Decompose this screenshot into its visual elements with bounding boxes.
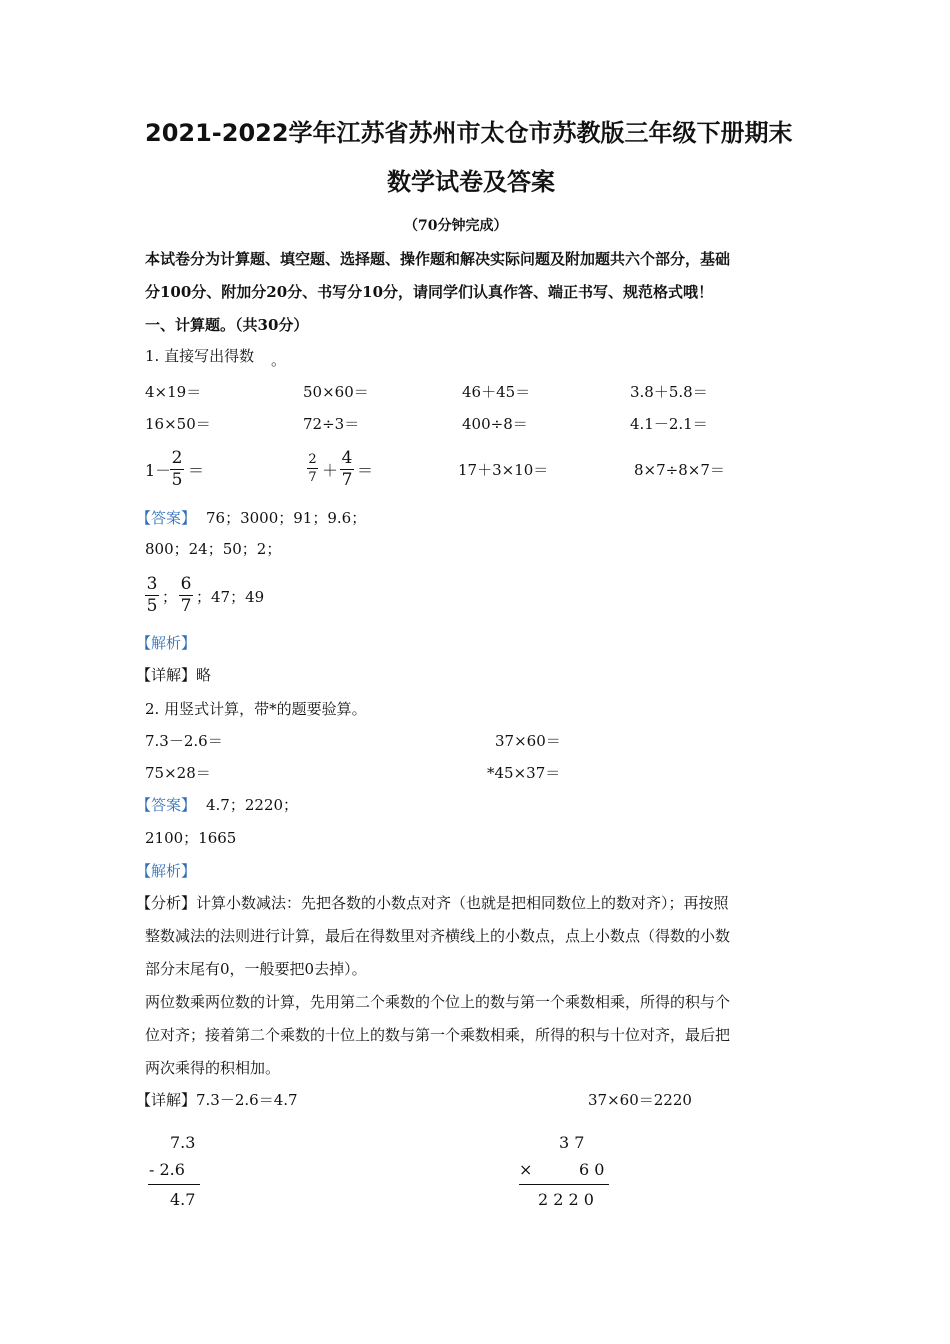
doc-title-line1: 2021-2022学年江苏省苏州市太仓市苏教版三年级下册期末 bbox=[145, 119, 793, 147]
q1-r3-c2-fraction-a bbox=[307, 453, 318, 484]
q2-answer-line2: 2100；1665 bbox=[145, 829, 237, 847]
q1-r1-c2: 50×60＝ bbox=[303, 383, 369, 401]
q2-prompt: 2. 用竖式计算，带*的题要验算。 bbox=[145, 700, 367, 718]
q2-analysis-tag: 【解析】 bbox=[136, 862, 197, 880]
q1-answer-tag: 【答案】 bbox=[136, 509, 197, 527]
q2-analysis-line5: 位对齐；接着第二个乘数的十位上的数与第一个乘数相乘，所得的积与十位对齐，最后把 bbox=[145, 1026, 731, 1044]
fraction-numerator: 2 bbox=[171, 448, 183, 468]
q2-analysis-line2: 整数减法的法则进行计算，最后在得数里对齐横线上的小数点，点上小数点（得数的小数 bbox=[145, 927, 731, 945]
fraction-denominator: 5 bbox=[171, 470, 183, 490]
fraction-bar bbox=[307, 468, 318, 469]
q2-detail-right: 37×60＝2220 bbox=[588, 1091, 692, 1109]
q2-analysis-line1: 【分析】计算小数减法：先把各数的小数点对齐（也就是把相同数位上的数对齐）；再按照 bbox=[136, 894, 729, 912]
fraction-numerator: 6 bbox=[180, 574, 192, 594]
section1-heading: 一、计算题。（共30分） bbox=[145, 316, 309, 334]
q2-r1-c1: 7.3－2.6＝ bbox=[145, 732, 223, 750]
q1-prompt-tail: 。 bbox=[271, 351, 287, 369]
vertical-mul-top: 3 7 bbox=[559, 1133, 585, 1152]
q2-r2-c1: 75×28＝ bbox=[145, 764, 211, 782]
fraction-denominator: 5 bbox=[146, 596, 158, 616]
fraction-numerator: 2 bbox=[308, 452, 317, 467]
q2-analysis-line4: 两位数乘两位数的计算，先用第二个乘数的个位上的数与第一个乘数相乘，所得的积与个 bbox=[145, 993, 731, 1011]
fraction-denominator: 7 bbox=[308, 470, 317, 485]
q2-analysis-line3: 部分末尾有0，一般要把0去掉）。 bbox=[145, 960, 367, 978]
q2-detail-left: 【详解】7.3－2.6＝4.7 bbox=[136, 1091, 298, 1109]
fraction-numerator: 4 bbox=[341, 448, 353, 468]
q1-answer-tail: ；47；49 bbox=[196, 588, 265, 606]
q1-r2-c4: 4.1－2.1＝ bbox=[630, 415, 708, 433]
q1-r1-c3: 46＋45＝ bbox=[462, 383, 531, 401]
q1-r2-c3: 400÷8＝ bbox=[462, 415, 528, 433]
q1-answer-fraction1 bbox=[145, 576, 159, 615]
intro-line2: 分100分、附加分20分、书写分10分，请同学们认真作答、端正书写、规范格式哦！ bbox=[145, 283, 714, 301]
q1-answer-line2: 800；24；50；2； bbox=[145, 540, 282, 558]
vertical-mul-line bbox=[519, 1184, 609, 1185]
q1-analysis-tag: 【解析】 bbox=[136, 634, 197, 652]
vertical-sub-line bbox=[148, 1184, 200, 1185]
intro-line1: 本试卷分为计算题、填空题、选择题、操作题和解决实际问题及附加题共六个部分，基础 bbox=[145, 250, 731, 268]
q2-analysis-line6: 两次乘得的积相加。 bbox=[145, 1059, 281, 1077]
q1-r3-c1-prefix: 1－ bbox=[145, 461, 172, 480]
vertical-sub-operand: - 2.6 bbox=[149, 1160, 185, 1179]
fraction-numerator: 3 bbox=[146, 574, 158, 594]
q1-answer-sep: ； bbox=[162, 588, 178, 606]
q1-r3-c1-fraction bbox=[170, 450, 184, 489]
vertical-sub-result: 4.7 bbox=[170, 1190, 196, 1209]
q1-r2-c2: 72÷3＝ bbox=[303, 415, 360, 433]
vertical-sub-top: 7.3 bbox=[170, 1133, 196, 1152]
q1-detail: 【详解】略 bbox=[136, 666, 212, 684]
fraction-denominator: 7 bbox=[180, 596, 192, 616]
q2-answer-tag: 【答案】 bbox=[136, 796, 197, 814]
q1-r3-c2-suffix: ＝ bbox=[357, 461, 374, 480]
q2-r2-c2: *45×37＝ bbox=[487, 764, 561, 782]
q1-r1-c1: 4×19＝ bbox=[145, 383, 202, 401]
q1-prompt: 1. 直接写出得数 bbox=[145, 347, 255, 365]
vertical-mul-bottom: 6 0 bbox=[579, 1160, 605, 1179]
vertical-mul-result: 2 2 2 0 bbox=[538, 1190, 594, 1209]
q2-r1-c2: 37×60＝ bbox=[495, 732, 561, 750]
q1-r3-c2-fraction-b bbox=[340, 450, 354, 489]
doc-title-line2: 数学试卷及答案 bbox=[387, 168, 555, 196]
duration-note: （70分钟完成） bbox=[404, 218, 508, 234]
q1-r3-c2-plus: ＋ bbox=[322, 461, 339, 480]
vertical-mul-op: × bbox=[519, 1160, 533, 1179]
q2-answer-line1: 4.7；2220； bbox=[206, 796, 299, 814]
q1-r3-c4: 8×7÷8×7＝ bbox=[634, 461, 725, 479]
q1-r2-c1: 16×50＝ bbox=[145, 415, 211, 433]
q1-answer-fraction2 bbox=[179, 576, 193, 615]
q1-r3-c1-suffix: ＝ bbox=[188, 461, 205, 480]
q1-r3-c3: 17＋3×10＝ bbox=[458, 461, 549, 479]
fraction-denominator: 7 bbox=[341, 470, 353, 490]
q1-answer-line1: 76；3000；91；9.6； bbox=[206, 509, 367, 527]
q1-r1-c4: 3.8＋5.8＝ bbox=[630, 383, 708, 401]
